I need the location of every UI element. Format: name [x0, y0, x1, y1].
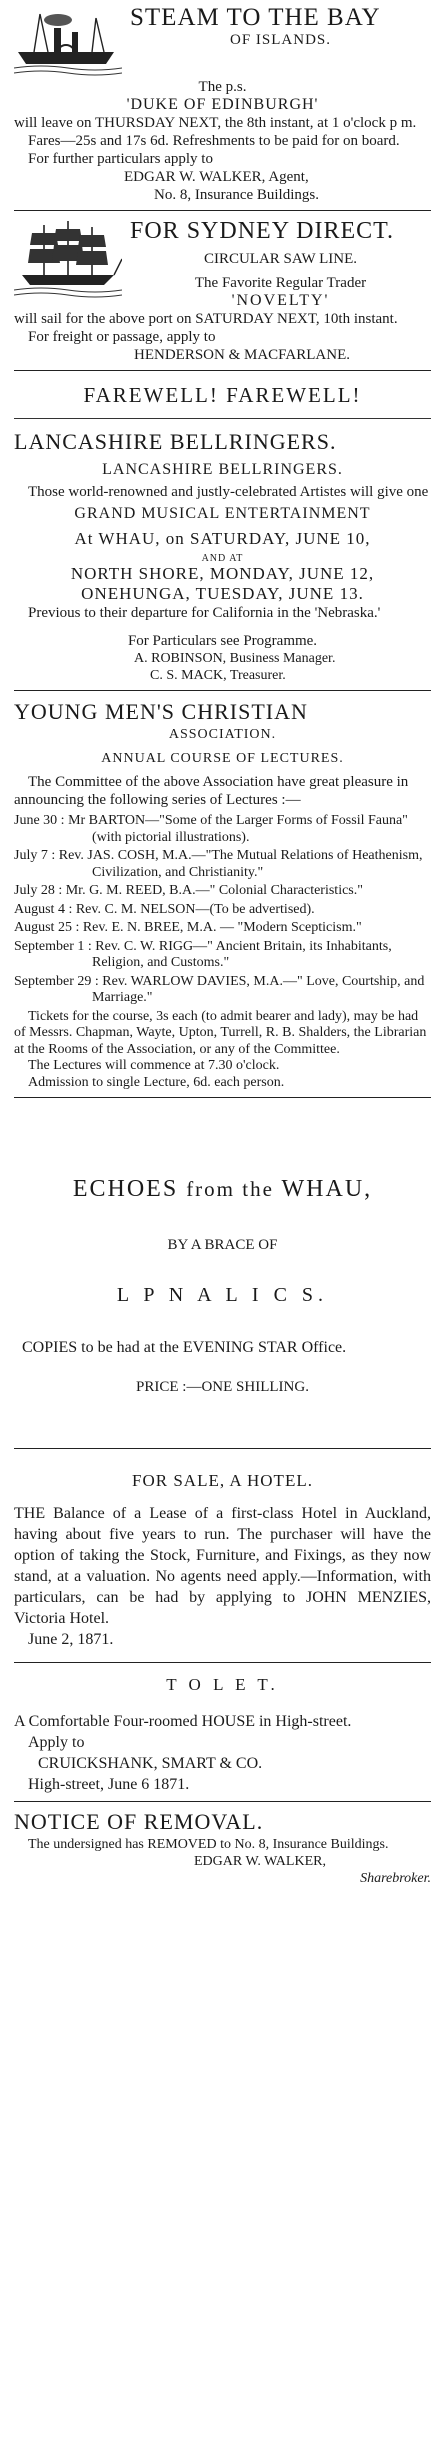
- ymca-time: The Lectures will commence at 7.30 o'clock.: [28, 1058, 280, 1073]
- lecture-item: [14, 920, 431, 937]
- sydney-ship-name: 'NOVELTY': [231, 292, 330, 309]
- steam-vessel: The p.s.: [198, 79, 247, 95]
- tolet-ad: [14, 1663, 431, 1795]
- bell-particulars: For Particulars see Programme.: [127, 633, 318, 649]
- bell-manager: A. ROBINSON, Business Manager.: [134, 651, 336, 666]
- bell-and-at: AND AT: [201, 553, 244, 564]
- ymca-title: YOUNG MEN'S CHRISTIAN: [14, 699, 308, 724]
- tolet-apply: Apply to: [28, 1734, 85, 1751]
- removal-title: NOTICE OF REMOVAL.: [14, 1809, 264, 1834]
- bell-departure: Previous to their departure for California in the 'Nebraska.': [28, 605, 381, 621]
- removal-ad: [14, 1802, 431, 1887]
- sydney-body2: For freight or passage, apply to: [28, 329, 216, 345]
- lecture-date: September 29 :: [14, 973, 99, 989]
- lecture-date: July 7 :: [14, 848, 56, 863]
- steam-address: No. 8, Insurance Buildings.: [154, 187, 319, 203]
- bell-intro: Those world-renowned and justly-celebrated Artistes will give one: [28, 484, 429, 500]
- tolet-title: T O L E T.: [166, 1675, 279, 1694]
- ymca-course: ANNUAL COURSE OF LECTURES.: [101, 751, 344, 766]
- echoes-title-c: WHAU,: [281, 1176, 373, 1202]
- lecture-list: [14, 813, 431, 1007]
- removal-role: Sharebroker.: [360, 1871, 431, 1886]
- hotel-body: THE Balance of a Lease of a first-class Hotel in Auckland, having about five years to run. The purchaser will have the option of taking the Stock, Furniture, and Fixings, as they now stand, at a valuation. No agents need apply.—Information, with particulars, can be had by applying to JOHN MENZIES, Victoria Hotel.: [14, 1505, 431, 1627]
- lecture-item: [14, 883, 431, 900]
- sailing-ship-engraving-icon: [14, 219, 122, 299]
- echoes-copies: COPIES to be had at the EVENING STAR Office.: [22, 1339, 347, 1356]
- bell-north-shore: NORTH SHORE, MONDAY, JUNE 12,: [70, 564, 375, 583]
- lecture-item: [14, 902, 431, 919]
- lecture-text: Rev. C. M. NELSON—(To be advertised).: [75, 901, 315, 917]
- removal-name: EDGAR W. WALKER,: [194, 1854, 326, 1869]
- tolet-agent: CRUICKSHANK, SMART & CO.: [38, 1755, 263, 1772]
- ymca-intro: The Committee of the above Association have great pleasure in announcing the following series of Lectures :—: [14, 774, 409, 808]
- hotel-title: FOR SALE, A HOTEL.: [132, 1471, 313, 1490]
- ymca-tickets: Tickets for the course, 3s each (to admit bearer and lady), may be had of Messrs. Chapman, Wayte, Upton, Turrell, R. B. Shalders, the Librarian at the Rooms of the Association, or any of the Committee.: [14, 1008, 427, 1057]
- echoes-title-b: from the: [186, 1177, 274, 1201]
- ymca-admission: Admission to single Lecture, 6d. each person.: [28, 1074, 285, 1090]
- bell-treasurer: C. S. MACK, Treasurer.: [150, 668, 286, 683]
- bell-whau: At WHAU, on SATURDAY, JUNE 10,: [74, 529, 371, 548]
- removal-body: The undersigned has REMOVED to No. 8, Insurance Buildings.: [28, 1837, 389, 1852]
- steam-subtitle: OF ISLANDS.: [229, 32, 331, 48]
- tolet-body: A Comfortable Four-roomed HOUSE in High-street.: [14, 1713, 352, 1730]
- lecture-text: Mr. G. M. REED, B.A.—" Colonial Characteristics.": [65, 883, 363, 898]
- sydney-agent: HENDERSON & MACFARLANE.: [134, 347, 350, 363]
- steam-body1: will leave on THURSDAY NEXT, the 8th instant, at 1 o'clock p m.: [14, 115, 417, 131]
- bellringers-ad: [14, 371, 431, 684]
- lecture-item: [14, 939, 431, 972]
- sydney-body1: will sail for the above port on SATURDAY NEXT, 10th instant.: [14, 311, 398, 327]
- lecture-text: Rev. E. N. BREE, M.A. — "Modern Scepticism.": [82, 920, 362, 935]
- lecture-text: Mr BARTON—"Some of the Larger Forms of Fossil Fauna" (with pictorial illustrations).: [68, 813, 408, 845]
- bell-onehunga: ONEHUNGA, TUESDAY, JUNE 13.: [81, 584, 364, 603]
- lecture-item: [14, 848, 431, 881]
- lecture-text: Rev. WARLOW DAVIES, M.A.—" Love, Courtship, and Marriage.": [92, 973, 425, 1005]
- steam-agent: EDGAR W. WALKER, Agent,: [124, 169, 309, 185]
- steam-body3: For further particulars apply to: [28, 151, 213, 167]
- steam-title: STEAM TO THE BAY: [130, 4, 381, 31]
- echoes-by: BY A BRACE OF: [167, 1237, 278, 1253]
- hotel-ad: [14, 1449, 431, 1650]
- ymca-ad: [14, 691, 431, 1091]
- bell-title: LANCASHIRE BELLRINGERS.: [14, 429, 337, 454]
- bell-event: GRAND MUSICAL ENTERTAINMENT: [74, 505, 371, 522]
- steamship-engraving-icon: [14, 6, 122, 76]
- lecture-item: [14, 813, 431, 846]
- echoes-ad: [14, 1098, 431, 1396]
- sydney-title: FOR SYDNEY DIRECT.: [130, 218, 395, 244]
- steam-ad: [14, 0, 431, 204]
- lecture-item: [14, 974, 431, 1007]
- lecture-text: Rev. C. W. RIGG—" Ancient Britain, its Inhabitants, Religion, and Customs.": [92, 938, 392, 970]
- steam-body2: Fares—25s and 17s 6d. Refreshments to be paid for on board.: [28, 133, 400, 149]
- ymca-subtitle: ASSOCIATION.: [168, 727, 277, 742]
- lecture-date: June 30 :: [14, 813, 65, 828]
- lecture-text: Rev. JAS. COSH, M.A.—"The Mutual Relations of Heathenism, Civilization, and Christianity.": [58, 848, 423, 880]
- divider: [14, 418, 431, 419]
- sydney-intro: The Favorite Regular Trader: [194, 275, 367, 291]
- lecture-date: July 28 :: [14, 883, 63, 898]
- sydney-line: CIRCULAR SAW LINE.: [203, 251, 358, 267]
- tolet-date: High-street, June 6 1871.: [28, 1776, 190, 1793]
- echoes-authors: L P N A L I C S.: [116, 1284, 329, 1306]
- echoes-title-a: ECHOES: [72, 1176, 179, 1202]
- farewell-heading: FAREWELL! FAREWELL!: [83, 383, 362, 407]
- hotel-date: June 2, 1871.: [28, 1631, 114, 1648]
- lecture-date: August 25 :: [14, 920, 80, 935]
- lecture-date: September 1 :: [14, 938, 92, 954]
- sydney-ad: [14, 211, 431, 364]
- echoes-title: [14, 1176, 431, 1203]
- lecture-date: August 4 :: [14, 901, 73, 917]
- bell-title-repeat: LANCASHIRE BELLRINGERS.: [102, 461, 343, 478]
- echoes-price: PRICE :—ONE SHILLING.: [136, 1379, 309, 1395]
- steam-ship-name: 'DUKE OF EDINBURGH': [126, 96, 319, 113]
